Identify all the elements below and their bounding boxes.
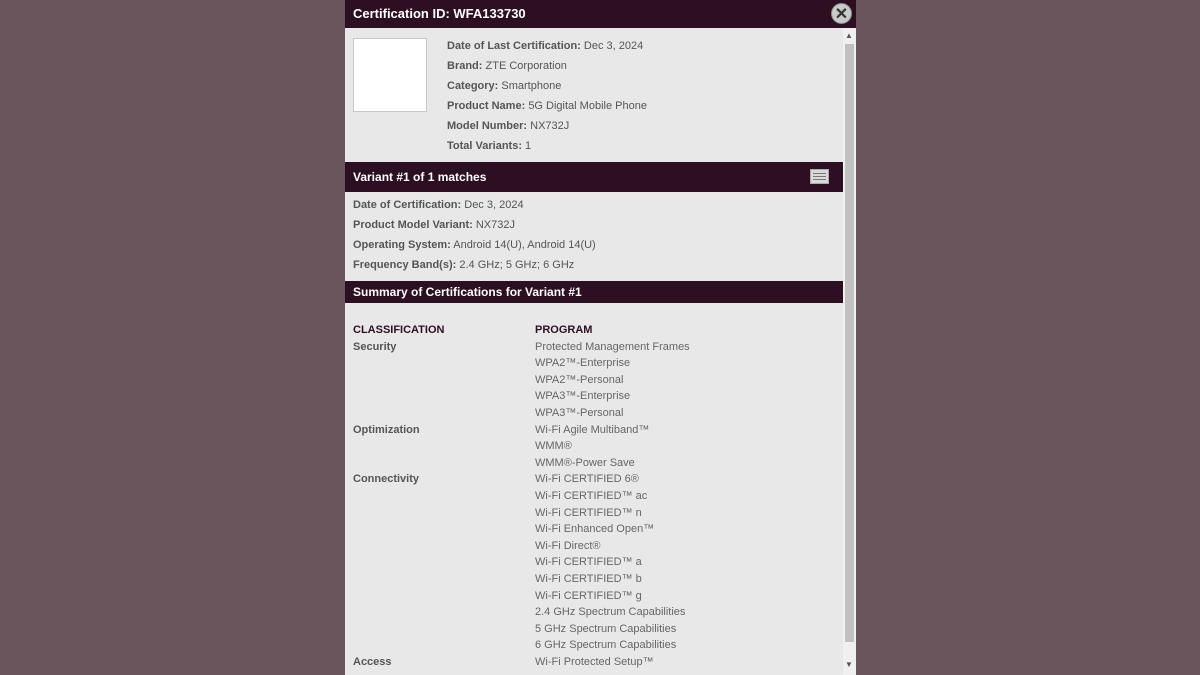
info-line bbox=[447, 118, 647, 138]
program-cell: Wi-Fi Direct® bbox=[535, 539, 601, 552]
classification-cell: Access bbox=[353, 655, 392, 668]
info-label: Brand: bbox=[447, 60, 483, 72]
classification-cell bbox=[353, 638, 535, 655]
program-cell: 5 GHz Spectrum Capabilities bbox=[535, 622, 677, 635]
close-icon: ✕ bbox=[834, 6, 849, 23]
info-line bbox=[353, 237, 596, 257]
info-value: 2.4 GHz; 5 GHz; 6 GHz bbox=[459, 259, 575, 271]
table-row bbox=[353, 572, 833, 589]
info-label: Total Variants: bbox=[447, 140, 522, 152]
info-value: NX732J bbox=[530, 120, 570, 132]
summary-bar-title: Summary of Certifications for Variant #1 bbox=[353, 285, 582, 299]
classification-cell bbox=[353, 572, 535, 589]
table-header-row bbox=[353, 323, 833, 340]
info-value: NX732J bbox=[475, 219, 515, 231]
variant-info bbox=[353, 197, 596, 277]
info-label: Frequency Band(s): bbox=[353, 259, 457, 271]
product-info bbox=[447, 38, 647, 158]
info-line bbox=[447, 138, 647, 158]
info-value: 5G Digital Mobile Phone bbox=[528, 100, 647, 112]
classification-cell bbox=[353, 489, 535, 506]
certification-modal bbox=[345, 0, 856, 675]
table-row bbox=[353, 456, 833, 473]
classification-cell: Optimization bbox=[353, 423, 420, 436]
table-row bbox=[353, 389, 833, 406]
program-cell: Wi-Fi Agile Multiband™ bbox=[535, 423, 650, 436]
scroll-thumb[interactable] bbox=[845, 44, 854, 642]
table-row bbox=[353, 423, 833, 440]
program-cell: Wi-Fi CERTIFIED™ a bbox=[535, 556, 642, 569]
scrollbar[interactable] bbox=[843, 28, 856, 675]
table-row bbox=[353, 439, 833, 456]
summary-bar bbox=[345, 281, 843, 303]
info-label: Date of Certification: bbox=[353, 199, 462, 211]
table-row bbox=[353, 622, 833, 639]
classification-cell bbox=[353, 389, 535, 406]
table-row bbox=[353, 555, 833, 572]
info-value: Android 14(U), Android 14(U) bbox=[453, 239, 596, 251]
classification-cell bbox=[353, 356, 535, 373]
classification-header: CLASSIFICATION bbox=[353, 324, 445, 336]
program-cell: Wi-Fi Enhanced Open™ bbox=[535, 523, 655, 536]
modal-header bbox=[345, 0, 856, 28]
info-value: 1 bbox=[525, 140, 532, 152]
table-row bbox=[353, 472, 833, 489]
info-line bbox=[447, 78, 647, 98]
info-label: Operating System: bbox=[353, 239, 451, 251]
info-line bbox=[353, 197, 596, 217]
info-line bbox=[353, 217, 596, 237]
info-value: Dec 3, 2024 bbox=[464, 199, 524, 211]
classification-cell bbox=[353, 539, 535, 556]
info-line bbox=[447, 58, 647, 78]
info-value: Smartphone bbox=[501, 80, 562, 92]
program-cell: WPA3™-Enterprise bbox=[535, 390, 631, 403]
info-label: Model Number: bbox=[447, 120, 528, 132]
modal-content[interactable] bbox=[345, 28, 843, 675]
program-cell: WMM® bbox=[535, 440, 572, 453]
table-body bbox=[353, 340, 833, 672]
variant-bar bbox=[345, 162, 843, 192]
classification-cell bbox=[353, 439, 535, 456]
table-row bbox=[353, 605, 833, 622]
program-cell: 6 GHz Spectrum Capabilities bbox=[535, 639, 677, 652]
classification-cell: Connectivity bbox=[353, 473, 420, 486]
info-value: Dec 3, 2024 bbox=[583, 40, 644, 52]
info-line bbox=[353, 257, 596, 277]
info-label: Product Name: bbox=[447, 100, 526, 112]
scroll-down-icon[interactable]: ▼ bbox=[845, 660, 853, 669]
classification-cell bbox=[353, 406, 535, 423]
email-icon[interactable] bbox=[810, 169, 829, 184]
program-cell: WPA3™-Personal bbox=[535, 406, 624, 419]
table-row bbox=[353, 655, 833, 672]
classification-cell bbox=[353, 605, 535, 622]
program-cell: Wi-Fi CERTIFIED 6® bbox=[535, 473, 639, 486]
table-row bbox=[353, 489, 833, 506]
close-button[interactable] bbox=[831, 3, 852, 24]
table-row bbox=[353, 638, 833, 655]
certifications-table bbox=[353, 323, 833, 671]
program-cell: Wi-Fi CERTIFIED™ g bbox=[535, 589, 642, 602]
table-row bbox=[353, 522, 833, 539]
program-cell: Wi-Fi CERTIFIED™ n bbox=[535, 506, 642, 519]
classification-cell bbox=[353, 522, 535, 539]
classification-cell: Security bbox=[353, 340, 397, 353]
program-cell: WPA2™-Personal bbox=[535, 373, 624, 386]
info-label: Category: bbox=[447, 80, 499, 92]
table-row bbox=[353, 340, 833, 357]
program-cell: Wi-Fi CERTIFIED™ ac bbox=[535, 489, 648, 502]
modal-title: Certification ID: WFA133730 bbox=[353, 6, 526, 21]
table-row bbox=[353, 356, 833, 373]
classification-cell bbox=[353, 555, 535, 572]
table-row bbox=[353, 373, 833, 390]
product-image bbox=[353, 38, 427, 112]
program-cell: Protected Management Frames bbox=[535, 340, 690, 353]
program-cell: WMM®-Power Save bbox=[535, 456, 635, 469]
info-label: Date of Last Certification: bbox=[447, 40, 581, 52]
program-cell: 2.4 GHz Spectrum Capabilities bbox=[535, 606, 686, 619]
classification-cell bbox=[353, 589, 535, 606]
program-cell: Wi-Fi Protected Setup™ bbox=[535, 655, 654, 668]
classification-cell bbox=[353, 506, 535, 523]
info-line bbox=[447, 38, 647, 58]
classification-cell bbox=[353, 373, 535, 390]
table-row bbox=[353, 589, 833, 606]
table-row bbox=[353, 539, 833, 556]
program-cell: Wi-Fi CERTIFIED™ b bbox=[535, 572, 642, 585]
program-header: PROGRAM bbox=[535, 324, 593, 336]
program-cell: WPA2™-Enterprise bbox=[535, 357, 631, 370]
classification-cell bbox=[353, 456, 535, 473]
classification-cell bbox=[353, 622, 535, 639]
info-line bbox=[447, 98, 647, 118]
info-value: ZTE Corporation bbox=[485, 60, 567, 72]
scroll-up-icon[interactable]: ▲ bbox=[845, 31, 853, 40]
table-row bbox=[353, 406, 833, 423]
table-row bbox=[353, 506, 833, 523]
variant-bar-title: Variant #1 of 1 matches bbox=[353, 170, 487, 184]
info-label: Product Model Variant: bbox=[353, 219, 473, 231]
